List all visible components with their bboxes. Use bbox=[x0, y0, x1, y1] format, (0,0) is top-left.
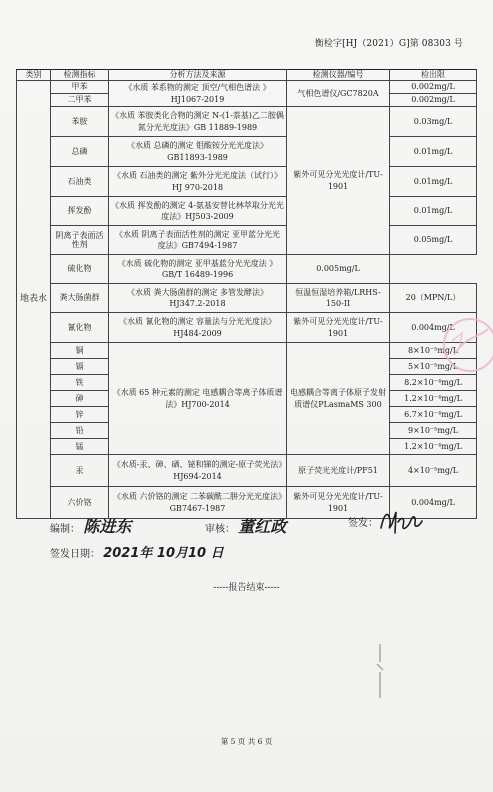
compiler-label: 编制： bbox=[50, 524, 80, 535]
instrument-cell: 紫外可见分光光度计/TU-1901 bbox=[287, 313, 390, 343]
category-cell: 地表水 bbox=[17, 81, 51, 519]
limit-cell: 8.2×10⁻⁴mg/L bbox=[390, 375, 477, 391]
method-cell: 《水质 粪大肠菌群的测定 多管发酵法》HJ347.2-2018 bbox=[109, 284, 287, 313]
indicator-cell: 锌 bbox=[51, 407, 109, 423]
limit-cell: 0.01mg/L bbox=[390, 167, 477, 197]
method-cell: 《水质 六价铬的测定 二苯碳酰二肼分光光度法》GB7467-1987 bbox=[109, 487, 287, 519]
table-row bbox=[17, 81, 477, 94]
instrument-cell: 紫外可见分光光度计/TU-1901 bbox=[287, 487, 390, 519]
method-cell: 《水质 阴离子表面活性剂的测定 亚甲蓝分光光度法》GB7494-1987 bbox=[109, 226, 287, 255]
indicator-cell: 锰 bbox=[51, 439, 109, 455]
page-number: 第 5 页 共 6 页 bbox=[220, 737, 273, 746]
table-row bbox=[17, 455, 477, 487]
indicator-cell: 挥发酚 bbox=[51, 197, 109, 226]
method-cell: 《水质 硫化物的测定 亚甲基蓝分光光度法 》GB/T 16489-1996 bbox=[109, 255, 287, 284]
limit-cell: 0.005mg/L bbox=[287, 255, 390, 284]
indicator-cell: 氰化物 bbox=[51, 313, 109, 343]
issue-date-value: 2021年 10月10 日 bbox=[103, 546, 224, 561]
issue-date bbox=[50, 542, 224, 561]
table-row bbox=[17, 167, 477, 197]
indicator-cell: 阴离子表面活性剂 bbox=[51, 226, 109, 255]
table-row bbox=[17, 255, 477, 284]
instrument-cell: 气相色谱仪/GC7820A bbox=[287, 81, 390, 107]
indicator-cell: 铜 bbox=[51, 343, 109, 359]
compiler-name: 陈进东 bbox=[83, 517, 132, 536]
method-cell: 《水质 苯系物的测定 顶空/气相色谱法 》HJ1067-2019 bbox=[109, 81, 287, 107]
reviewer-name: 董红政 bbox=[238, 517, 287, 536]
table-row bbox=[17, 137, 477, 167]
limit-cell: 0.002mg/L bbox=[390, 94, 477, 107]
compiler-signature bbox=[50, 514, 131, 537]
seal-stamp bbox=[440, 315, 493, 375]
report-end-note: -----报告结束----- bbox=[213, 583, 280, 593]
indicator-cell: 汞 bbox=[51, 455, 109, 487]
issuer-label: 签发： bbox=[348, 518, 378, 529]
indicator-cell: 苯胺 bbox=[51, 107, 109, 137]
limit-cell: 5×10⁻⁵mg/L bbox=[390, 359, 477, 375]
limit-cell: 0.05mg/L bbox=[390, 226, 477, 255]
method-cell: 《水质 总磷的测定 钼酸铵分光光度法》GB11893-1989 bbox=[109, 137, 287, 167]
limit-cell: 4×10⁻⁵mg/L bbox=[390, 455, 477, 487]
header-method: 分析方法及来源 bbox=[109, 70, 287, 81]
indicator-cell: 铁 bbox=[51, 375, 109, 391]
indicator-cell: 砷 bbox=[51, 391, 109, 407]
reviewer-label: 审核： bbox=[205, 524, 235, 535]
limit-cell: 0.03mg/L bbox=[390, 107, 477, 137]
binding-mark bbox=[373, 642, 387, 700]
table-row bbox=[17, 343, 477, 359]
instrument-cell: 原子荧光光度计/PF51 bbox=[287, 455, 390, 487]
limit-cell: 0.002mg/L bbox=[390, 81, 477, 94]
method-cell: 《水质 氰化物的测定 容量法与分光光度法》HJ484-2009 bbox=[109, 313, 287, 343]
limit-cell: 20（MPN/L） bbox=[390, 284, 477, 313]
limit-cell: 6.7×10⁻⁴mg/L bbox=[390, 407, 477, 423]
document-number: 衡检字[HJ（2021）G]第 08303 号 bbox=[314, 39, 463, 49]
header-category: 类别 bbox=[17, 70, 51, 81]
indicator-cell: 硫化物 bbox=[51, 255, 109, 284]
header-instrument: 检测仪器/编号 bbox=[287, 70, 390, 81]
indicator-cell: 六价铬 bbox=[51, 487, 109, 519]
table-row bbox=[17, 284, 477, 313]
method-cell: 《水质 苯胺类化合物的测定 N-(1-萘基)乙二胺偶氮分光光度法》GB 11889-1989 bbox=[109, 107, 287, 137]
indicator-cell: 总磷 bbox=[51, 137, 109, 167]
indicator-cell: 镉 bbox=[51, 359, 109, 375]
method-cell: 《水质-汞、砷、硒、铋和锑的测定-原子荧光法》HJ694-2014 bbox=[109, 455, 287, 487]
reviewer-signature bbox=[205, 514, 286, 537]
indicator-cell: 石油类 bbox=[51, 167, 109, 197]
issue-date-label: 签发日期： bbox=[50, 549, 100, 560]
instrument-cell: 电感耦合等离子体原子发射质谱仪PLasmaMS 300 bbox=[287, 343, 390, 455]
instrument-cell: 紫外可见分光光度计/TU-1901 bbox=[287, 107, 390, 255]
table-row bbox=[17, 197, 477, 226]
table-header-row bbox=[17, 70, 477, 81]
method-cell: 《水质 65 种元素的测定 电感耦合等离子体质谱法》HJ700-2014 bbox=[109, 343, 287, 455]
table-row bbox=[17, 313, 477, 343]
test-methods-table bbox=[16, 69, 477, 519]
issuer-signature bbox=[348, 514, 378, 529]
limit-cell: 0.004mg/L bbox=[390, 487, 477, 519]
limit-cell: 0.004mg/L bbox=[390, 313, 477, 343]
indicator-cell: 粪大肠菌群 bbox=[51, 284, 109, 313]
indicator-cell: 铅 bbox=[51, 423, 109, 439]
indicator-cell: 二甲苯 bbox=[51, 94, 109, 107]
table-row bbox=[17, 107, 477, 137]
limit-cell: 8×10⁻⁵mg/L bbox=[390, 343, 477, 359]
table-row bbox=[17, 226, 477, 255]
instrument-cell: 恒温恒湿培养箱/LRHS-150-II bbox=[287, 284, 390, 313]
header-indicator: 检测指标 bbox=[51, 70, 109, 81]
limit-cell: 0.01mg/L bbox=[390, 137, 477, 167]
limit-cell: 1.2×10⁻⁴mg/L bbox=[390, 391, 477, 407]
limit-cell: 9×10⁻⁵mg/L bbox=[390, 423, 477, 439]
indicator-cell: 甲苯 bbox=[51, 81, 109, 94]
limit-cell: 0.01mg/L bbox=[390, 197, 477, 226]
method-cell: 《水质 挥发酚的测定 4-氨基安替比林萃取分光光度法》HJ503-2009 bbox=[109, 197, 287, 226]
issuer-signature-scribble bbox=[378, 506, 424, 536]
method-cell: 《水质 石油类的测定 紫外分光光度法（试行）》 HJ 970-2018 bbox=[109, 167, 287, 197]
limit-cell: 1.2×10⁻⁴mg/L bbox=[390, 439, 477, 455]
header-limit: 检出限 bbox=[390, 70, 477, 81]
